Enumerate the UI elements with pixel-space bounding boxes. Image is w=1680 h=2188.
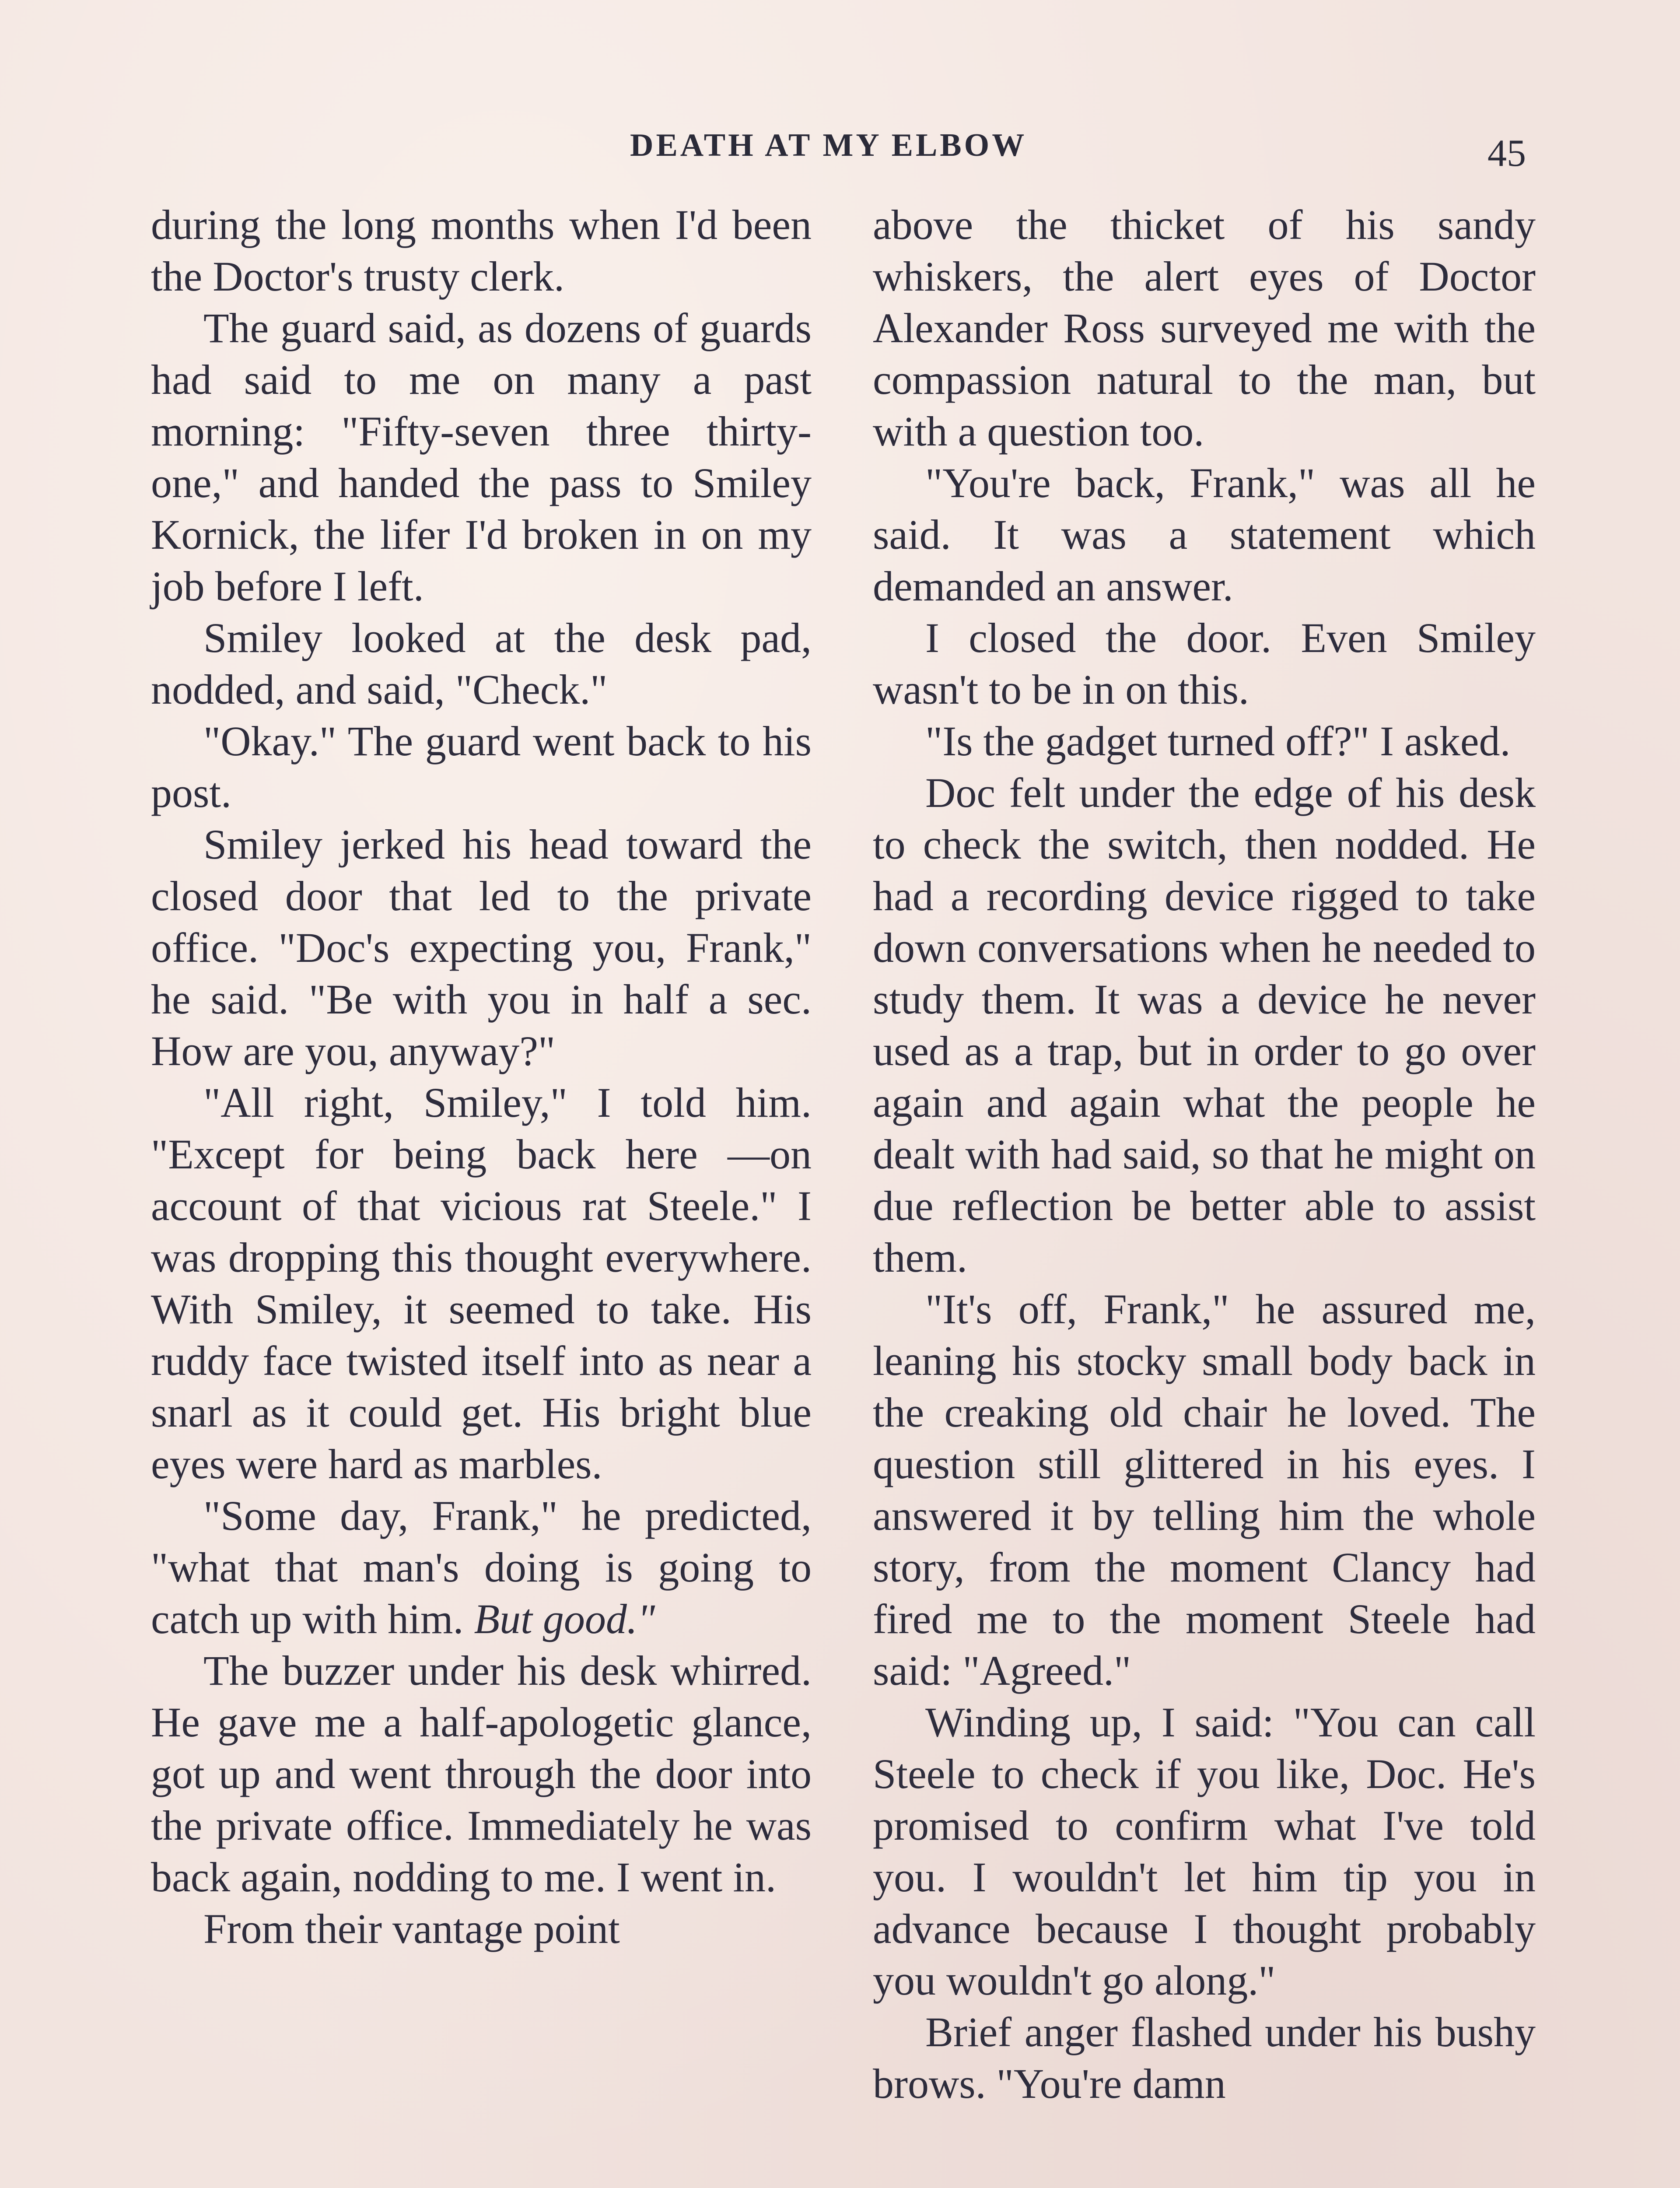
paragraph: I closed the door. Even Smiley wasn't to be in on this. — [873, 614, 1536, 713]
paragraph: "It's off, Frank," he assured me, leaning his stocky small body back in the creaking old chair he loved. The question still glittered in his eyes. I answered it by telling him the whole story, from the moment Clancy had fired me to the moment Steele had said: "Agreed." — [873, 1286, 1536, 1694]
running-title: DEATH AT MY ELBOW — [630, 127, 1027, 163]
paragraph: "All right, Smiley," I told him. "Except for being back here —on account of that vicious rat Steele." I was dropping this thought everywhere. With Smiley, it seemed to take. His ruddy face twisted itself into as near a snarl as it could get. His bright blue eyes were hard as marbles. — [151, 1079, 812, 1487]
paragraph: The buzzer under his desk whirred. He gave me a half-apologetic glance, got up and went through the door into the private office. Immediately he was back again, nodding to me. I went in. — [151, 1647, 812, 1900]
right-column — [873, 199, 1536, 2110]
paragraph: above the thicket of his sandy whiskers, the alert eyes of Doctor Alexander Ross surveyed me with the compassion natural to the man, but with a question too. — [873, 201, 1536, 455]
paragraph: Winding up, I said: "You can call Steele to check if you like, Doc. He's promised to confirm what I've told you. I wouldn't let him tip you in advance because I thought probably you wouldn't go along." — [873, 1699, 1536, 2004]
paragraph: during the long months when I'd been the Doctor's trusty clerk. — [151, 201, 812, 300]
paragraph: Doc felt under the edge of his desk to check the switch, then nodded. He had a recording device rigged to take down conversations when he needed to study them. It was a device he never used as a trap, but in order to go over again and again what the people he dealt with had said, so that he might on due reflection be better able to assist them. — [873, 769, 1536, 1281]
paragraph — [151, 1490, 812, 1645]
paragraph: From their vantage point — [203, 1905, 620, 1952]
paragraph: Smiley looked at the desk pad, nodded, and said, "Check." — [151, 614, 812, 713]
italic-emphasis: But good." — [474, 1595, 655, 1642]
paragraph: "You're back, Frank," was all he said. It was a statement which demanded an answer. — [873, 459, 1536, 610]
paragraph: "Okay." The guard went back to his post. — [151, 718, 812, 816]
left-column — [151, 199, 812, 1955]
paragraph-text: "Some day, Frank," he predicted, "what that man's doing is going to catch up with him. — [151, 1492, 812, 1642]
paragraph: The guard said, as dozens of guards had said to me on many a past morning: "Fifty-seven three thirty-one," and handed the pass to Smiley Kornick, the lifer I'd broken in on my job before I left. — [151, 305, 812, 610]
paragraph: "Is the gadget turned off?" I asked. — [925, 718, 1511, 764]
page-number: 45 — [1488, 132, 1526, 175]
paragraph: Brief anger flashed under his bushy brows. "You're damn — [873, 2009, 1536, 2107]
paragraph: Smiley jerked his head toward the closed door that led to the private office. "Doc's expecting you, Frank," he said. "Be with you in half a sec. How are you, anyway?" — [151, 821, 812, 1074]
